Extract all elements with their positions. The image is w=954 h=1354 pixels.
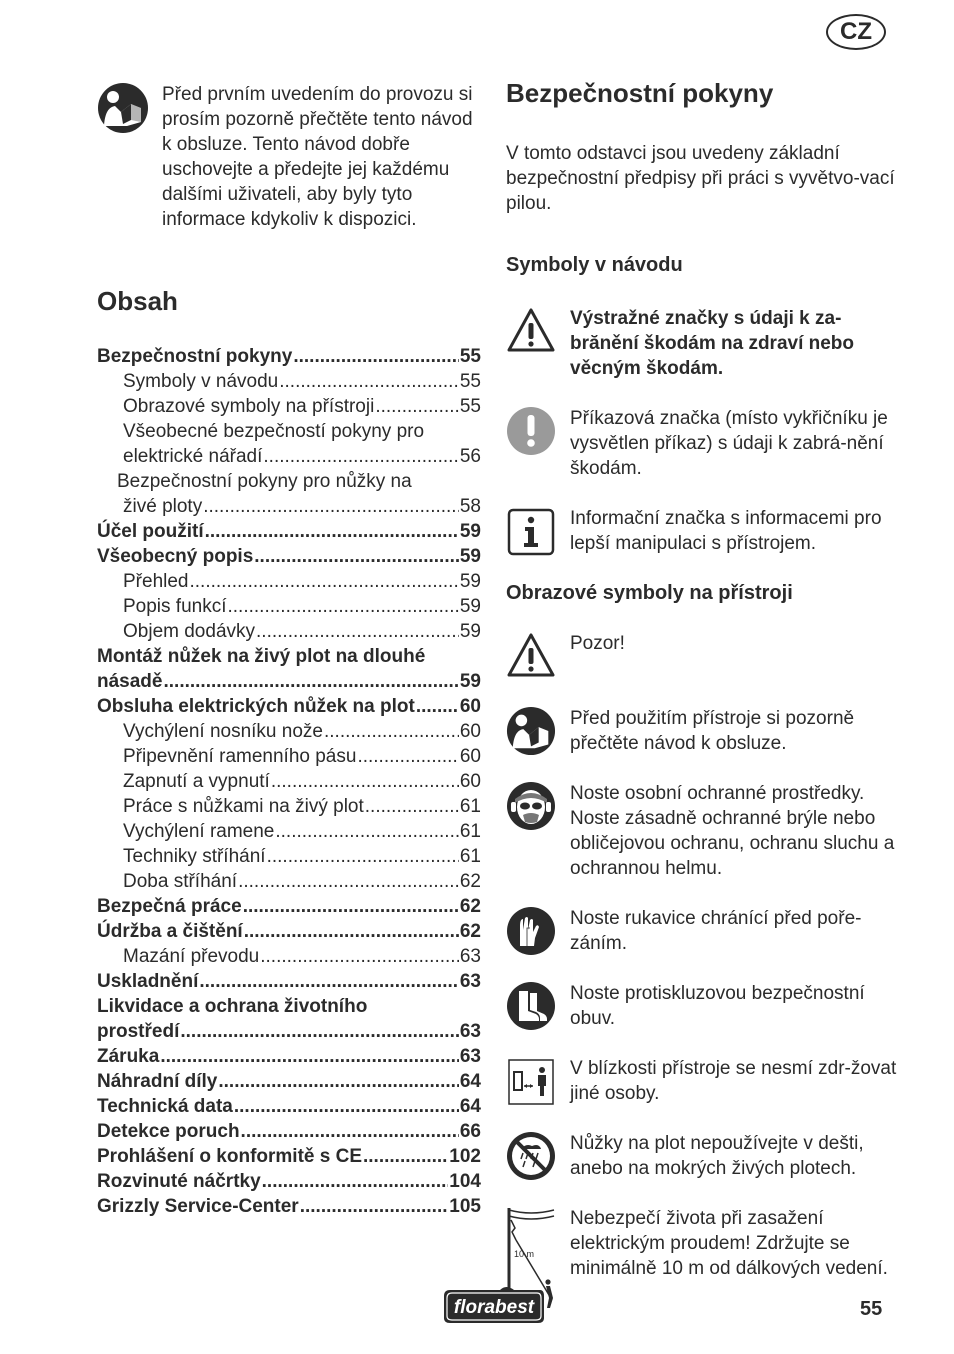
device-symbol-row	[506, 906, 901, 956]
protective-equipment-icon	[506, 781, 556, 831]
safety-title: Bezpečnostní pokyny	[506, 78, 774, 108]
toc-entry[interactable]: Obrazové symboly na přístroji ..... 55	[97, 394, 481, 419]
toc-entry[interactable]: Bezpečná práce ..... 62	[97, 894, 481, 919]
no-rain-icon	[506, 1131, 556, 1181]
toc-entry[interactable]: Všeobecné bezpečností pokyny pro	[123, 421, 425, 442]
device-symbol-text: V blízkosti přístroje se nesmí zdr-žovat jiné osoby.	[570, 1058, 897, 1104]
toc-entry[interactable]: živé ploty ..... 58	[97, 494, 481, 519]
toc-entry[interactable]: Rozvinuté náčrtky ..... 104	[97, 1169, 481, 1194]
device-symbol-text: Před použitím přístroje si pozorně přečtěte návod k obsluze.	[570, 708, 855, 754]
toc-entry[interactable]: Vychýlení nosníku nože ..... 60	[97, 719, 481, 744]
toc-entry[interactable]: Bezpečnostní pokyny ..... 55	[97, 344, 481, 369]
toc-entry[interactable]: Doba stříhání ..... 62	[97, 869, 481, 894]
toc-entry[interactable]: Mazání převodu ..... 63	[97, 944, 481, 969]
device-symbol-text: Noste rukavice chránící před poře-záním.	[570, 908, 862, 954]
read-manual-icon	[97, 82, 149, 134]
device-symbol-row	[506, 706, 901, 756]
symbols-title: Symboly v návodu	[506, 254, 683, 276]
device-symbol-text: Nebezpečí života při zasažení elektrickým proudem! Zdržujte se minimálně 10 m od dálkových vedení.	[570, 1208, 888, 1279]
device-symbol-row	[506, 981, 901, 1031]
toc-entry[interactable]: Údržba a čištění ..... 62	[97, 919, 481, 944]
safety-boots-icon	[506, 981, 556, 1031]
symbol-text: Výstražné značky s údaji k za-brănění škodám na zdraví nebo věcným škodám.	[570, 308, 855, 379]
intro-block	[97, 82, 481, 232]
gloves-icon	[506, 906, 556, 956]
toc-entry[interactable]: Likvidace a ochrana životního	[97, 996, 368, 1017]
left-column	[97, 82, 481, 1219]
device-symbol-row	[506, 1056, 901, 1106]
toc-entry[interactable]: Detekce poruch ..... 66	[97, 1119, 481, 1144]
intro-text: Před prvním uvedením do provozu si prosím pozorně přečtěte tento návod k obsluze. Tento návod dobře uschovejte a předejte jej každému dalšími uživateli, aby byly tyto informace kdykoliv k dispozici.	[162, 84, 473, 230]
toc-entry[interactable]: násadě ..... 59	[97, 669, 481, 694]
toc-title: Obsah	[97, 286, 178, 316]
toc-entry[interactable]: Přehled ..... 59	[97, 569, 481, 594]
svg-text:florabest: florabest	[453, 1297, 535, 1318]
device-symbol-text: Pozor!	[570, 633, 625, 654]
toc-entry[interactable]: Montáž nůžek na živý plot na dlouhé	[97, 646, 426, 667]
device-symbol-row	[506, 631, 901, 681]
device-symbol-text: Noste osobní ochranné prostředky. Noste zásadně ochranné brýle nebo obličejovou ochranu, ochranu sluchu a ochrannou helmu.	[570, 783, 895, 879]
device-symbol-row	[506, 781, 901, 881]
toc-entry[interactable]: Záruka ..... 63	[97, 1044, 481, 1069]
toc-entry[interactable]: Bezpečnostní pokyny pro nůžky na	[117, 471, 412, 492]
language-badge: CZ	[826, 14, 886, 50]
symbol-text: Informační značka s informacemi pro lepší manipulaci s přístrojem.	[570, 508, 882, 554]
symbol-row	[506, 506, 901, 556]
florabest-logo	[440, 1286, 548, 1326]
table-of-contents	[97, 344, 481, 1219]
toc-entry[interactable]: elektrické nářadí ..... 56	[97, 444, 481, 469]
toc-entry[interactable]: Zapnutí a vypnutí ..... 60	[97, 769, 481, 794]
command-exclamation-icon	[506, 406, 556, 456]
toc-entry[interactable]: Všeobecný popis ..... 59	[97, 544, 481, 569]
device-symbol-row	[506, 1131, 901, 1181]
device-symbols-title: Obrazové symboly na přístroji	[506, 582, 793, 604]
toc-entry[interactable]: prostředí ..... 63	[97, 1019, 481, 1044]
safety-intro: V tomto odstavci jsou uvedeny základní bezpečnostní předpisy při práci s vyvětvo-vací pilou.	[506, 143, 895, 214]
device-symbol-row	[506, 1206, 901, 1310]
toc-entry[interactable]: Symboly v návodu ..... 55	[97, 369, 481, 394]
toc-entry[interactable]: Technická data ..... 64	[97, 1094, 481, 1119]
toc-entry[interactable]: Grizzly Service-Center ..... 105	[97, 1194, 481, 1219]
device-symbol-text: Nůžky na plot nepoužívejte v dešti, anebo na mokrých živých plotech.	[570, 1133, 864, 1179]
toc-entry[interactable]: Účel použití ..... 59	[97, 519, 481, 544]
warning-triangle-icon	[506, 306, 556, 356]
toc-entry[interactable]: Prohlášení o konformitě s CE ..... 102	[97, 1144, 481, 1169]
symbol-text: Příkazová značka (místo vykřičníku je vysvětlen příkaz) s údaji k zabrá-nění škodám.	[570, 408, 888, 479]
symbol-row	[506, 306, 901, 381]
page-number: 55	[860, 1298, 883, 1320]
toc-entry[interactable]: Techniky stříhání ..... 61	[97, 844, 481, 869]
toc-entry[interactable]: Objem dodávky ..... 59	[97, 619, 481, 644]
keep-distance-icon	[506, 1056, 556, 1106]
toc-entry[interactable]: Připevnění ramenního pásu ..... 60	[97, 744, 481, 769]
distance-label: 10 m	[514, 1249, 535, 1259]
toc-entry[interactable]: Uskladnění ..... 63	[97, 969, 481, 994]
toc-entry[interactable]: Vychýlení ramene ..... 61	[97, 819, 481, 844]
read-manual-icon	[506, 706, 556, 756]
toc-entry[interactable]: Práce s nůžkami na živý plot ..... 61	[97, 794, 481, 819]
device-symbol-text: Noste protiskluzovou bezpečnostní obuv.	[570, 983, 865, 1029]
warning-triangle-icon	[506, 631, 556, 681]
right-column	[506, 78, 901, 1335]
symbol-row	[506, 406, 901, 481]
toc-entry[interactable]: Obsluha elektrických nůžek na plot ..... 60	[97, 694, 481, 719]
toc-entry[interactable]: Popis funkcí ..... 59	[97, 594, 481, 619]
info-icon	[506, 506, 556, 556]
toc-entry[interactable]: Náhradní díly ..... 64	[97, 1069, 481, 1094]
